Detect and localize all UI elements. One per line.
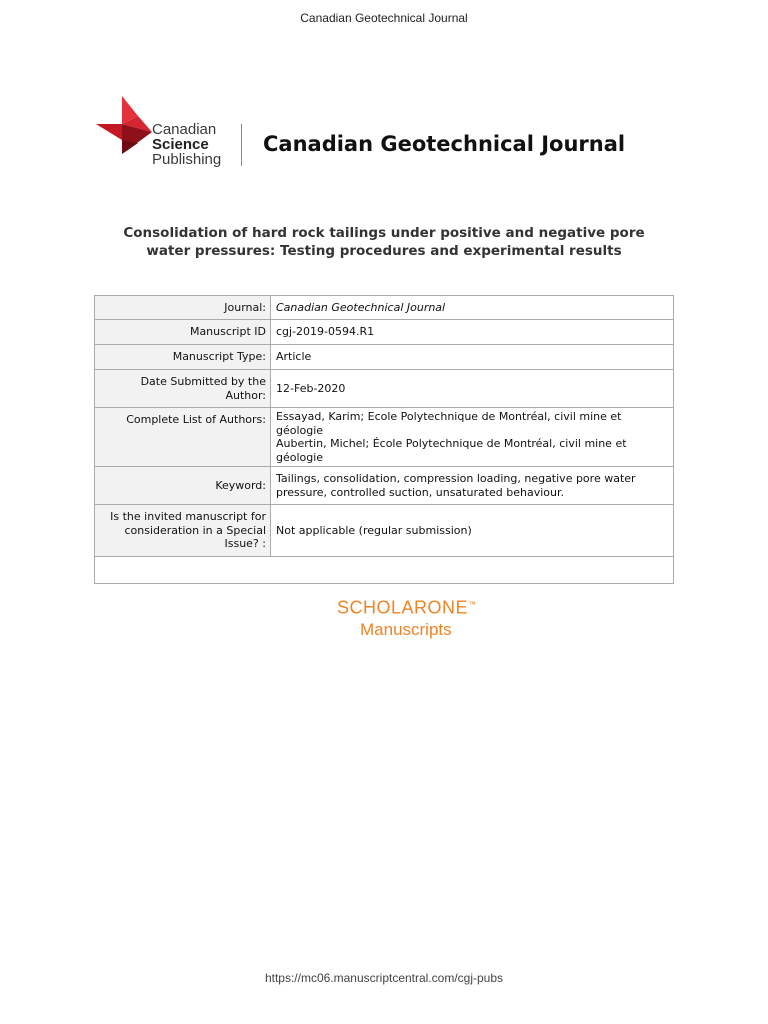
table-row	[95, 296, 674, 320]
author-line: Essayad, Karim; Ecole Polytechnique de Montréal, civil mine et géologie	[276, 410, 622, 437]
author-line: Aubertin, Michel; École Polytechnique de Montréal, civil mine et géologie	[276, 437, 627, 464]
table-row	[95, 408, 674, 467]
table-row	[95, 505, 674, 557]
row-label: Date Submitted by the Author:	[95, 370, 271, 408]
canadian-science-publishing-logo-icon	[96, 96, 156, 158]
publisher-name	[152, 122, 221, 167]
journal-title: Canadian Geotechnical Journal	[263, 132, 626, 156]
row-value: cgj-2019-0594.R1	[271, 320, 674, 345]
publisher-line-3: Publishing	[152, 151, 222, 168]
row-value	[271, 408, 674, 467]
row-value: 12-Feb-2020	[271, 370, 674, 408]
row-value: Not applicable (regular submission)	[271, 505, 674, 557]
row-label: Complete List of Authors:	[95, 408, 271, 467]
table-row	[95, 320, 674, 345]
publisher-line-2: Science	[152, 136, 209, 153]
article-title: Consolidation of hard rock tailings under positive and negative pore water pressures: Testing procedures and experimental results	[123, 225, 645, 259]
table-row	[95, 370, 674, 408]
row-label: Manuscript ID	[95, 320, 271, 345]
masthead	[96, 96, 656, 172]
row-label: Is the invited manuscript for consideration in a Special Issue? :	[95, 505, 271, 557]
scholarone-name: SCHOLARONE	[337, 597, 469, 618]
table-row	[95, 467, 674, 505]
page-header: Canadian Geotechnical Journal	[300, 11, 468, 25]
empty-cell	[95, 557, 674, 584]
trademark-symbol: ™	[468, 600, 477, 609]
row-label: Journal:	[95, 296, 271, 320]
row-label: Manuscript Type:	[95, 345, 271, 370]
row-label: Keyword:	[95, 467, 271, 505]
scholarone-subtitle: Manuscripts	[360, 620, 452, 640]
scholarone-logo	[337, 594, 476, 640]
row-value: Tailings, consolidation, compression loading, negative pore water pressure, controlled suction, unsaturated behaviour.	[271, 467, 674, 505]
table-row	[95, 345, 674, 370]
table-row	[95, 557, 674, 584]
publisher-line-1: Canadian	[152, 121, 217, 138]
row-value: Canadian Geotechnical Journal	[271, 296, 674, 320]
masthead-divider	[241, 124, 242, 166]
manuscript-metadata-table	[94, 295, 674, 584]
row-value: Article	[271, 345, 674, 370]
page-footer-url: https://mc06.manuscriptcentral.com/cgj-pubs	[264, 971, 504, 985]
